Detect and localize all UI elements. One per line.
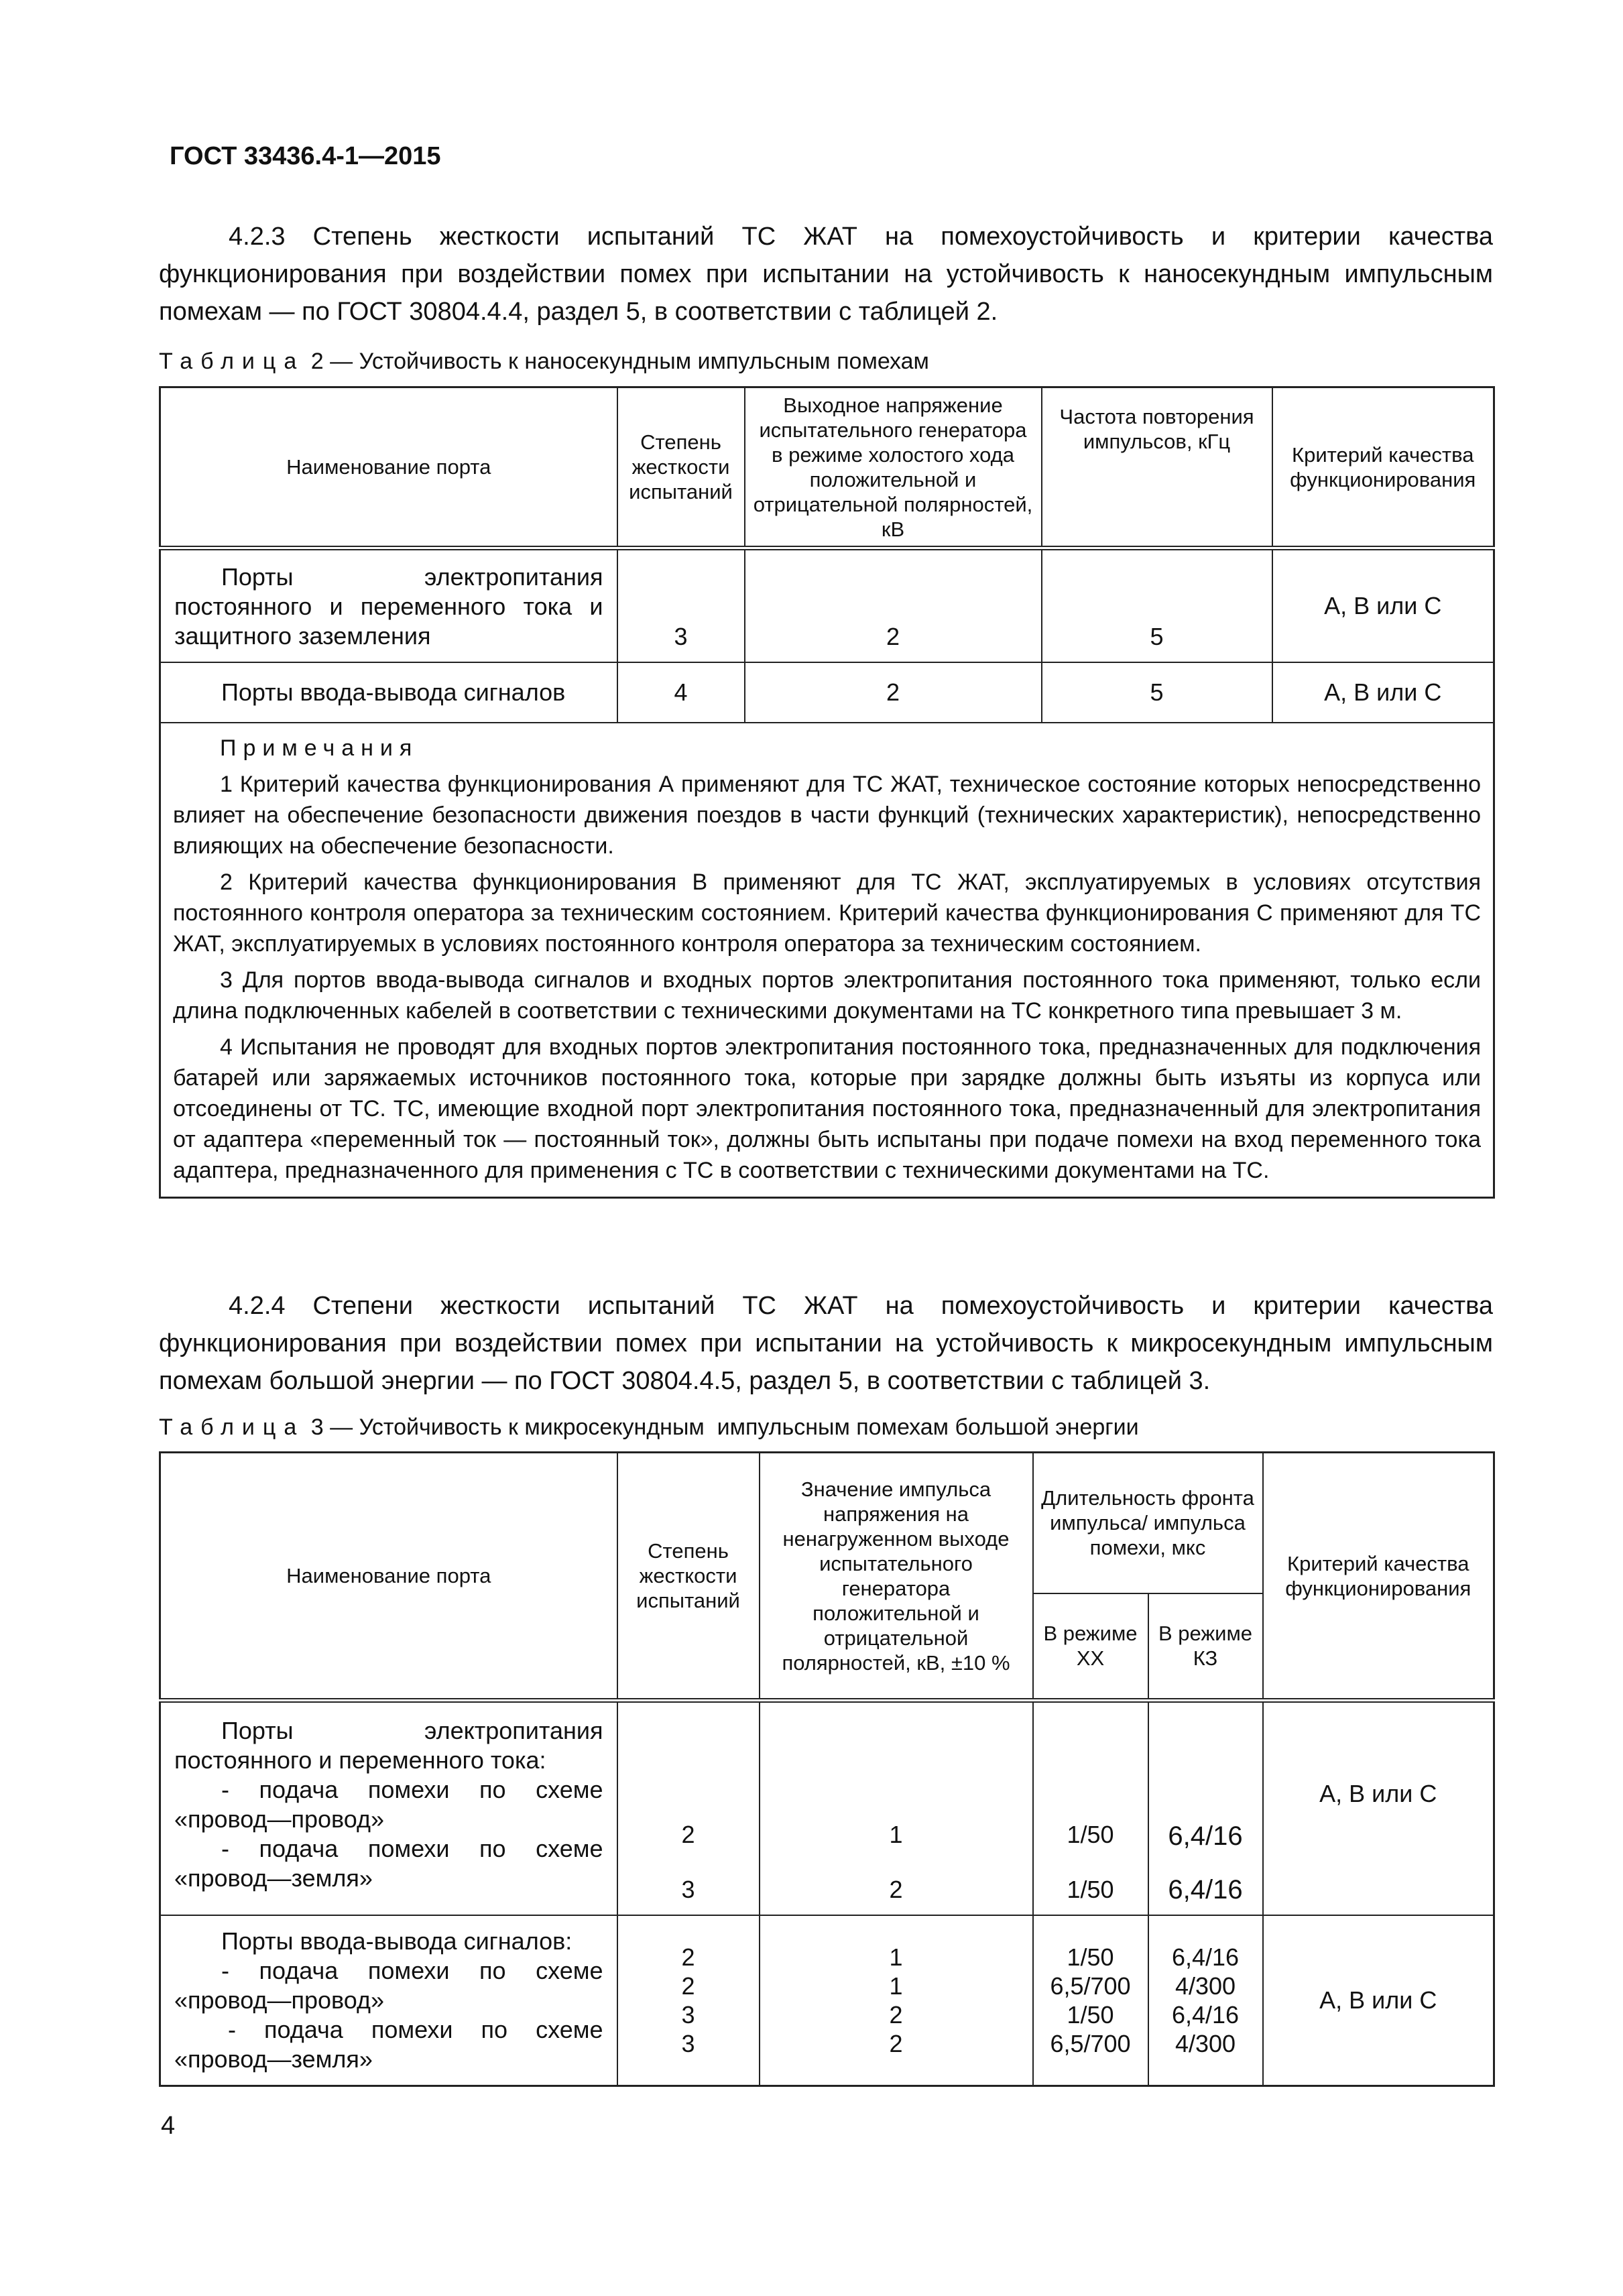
t3-group1-degree [617,1701,760,1915]
table-3-header-row-1 [160,1453,1494,1593]
t3-header-pulse: Значение импульса напряжения на ненагруженном выходе испытательного генератора положительной и отрицательной полярностей, кВ, ±10 % [760,1453,1033,1701]
t3-header-mode-xx: В режиме XX [1033,1593,1148,1701]
note-1: 1 Критерий качества функционирования А применяют для ТС ЖАТ, техническое состояние которых непосредственно влияет на обеспечение безопасности движения поездов в части функций (технических характеристик), непосредственно влияющих на обеспечение безопасности. [173,771,1481,859]
note-2: 2 Критерий качества функционирования В применяют для ТС ЖАТ, эксплуатируемых в условиях отсутствия постоянного контроля оператора за техническим состоянием. Критерий качества функционирования С применяют для ТС ЖАТ, эксплуатируемых в условиях постоянного контроля оператора за техническим состоянием. [173,869,1481,957]
t3-g1-degree-1: 2 [681,1820,695,1848]
t2-row1-port: Порты электропитания постоянного и переменного тока и защитного заземления [160,548,617,662]
t3-g2-kz-1: 6,4/16 [1171,1943,1240,1971]
t3-group1-line-1: Порты электропитания постоянного и переменного тока: [174,1717,603,1774]
t3-g2-xx-3: 1/50 [1067,2000,1114,2029]
table-2-caption-label: Таблица [159,349,305,374]
t3-group2-pulse [760,1915,1033,2086]
t2-header-voltage: Выходное напряжение испытательного генератора в режиме холостого хода положительной и отрицательной полярностей, кВ [745,387,1042,548]
t3-g2-degree-2: 2 [681,1972,695,2000]
paragraph-4-2-3-text: 4.2.3 Степень жесткости испытаний ТС ЖАТ на помехоустойчивость и критерии качества функционирования при воздействии помех при испытании на устойчивость к наносекундным импульсным помехам — по ГОСТ 30804.4.4, раздел 5, в соответствии с таблицей 2. [159,223,1493,326]
table-2-caption [159,349,929,375]
t3-g2-pulse-1: 1 [889,1943,903,1971]
notes-title: Примечания [220,735,419,761]
t3-group2-port [160,1915,617,2086]
table-3-caption [159,1414,1139,1441]
t3-g2-degree-3: 3 [681,2000,695,2029]
table-row [160,1701,1494,1915]
t2-row1-voltage: 2 [745,548,1042,662]
table-3-caption-label: Таблица [159,1414,305,1440]
t3-g2-pulse-3: 2 [889,2000,903,2029]
t3-group1-xx [1033,1701,1148,1915]
t3-g1-kz-1: 6,4/16 [1168,1821,1243,1851]
t3-g1-pulse-2: 2 [889,1875,903,1903]
t3-group1-pulse [760,1701,1033,1915]
t2-row2-port: Порты ввода-вывода сигналов [160,662,617,723]
t2-row2-criterion: А, В или С [1272,662,1494,723]
t3-group1-criterion: А, В или С [1263,1701,1494,1915]
t3-g2-kz-4: 4/300 [1175,2029,1236,2057]
table-2-header-row [160,387,1494,548]
t3-header-degree: Степень жесткости испытаний [617,1453,760,1701]
t3-g1-degree-2: 3 [681,1875,695,1903]
t3-header-criterion: Критерий качества функционирования [1263,1453,1494,1701]
t3-header-duration: Длительность фронта импульса/ импульса помехи, мкс [1033,1453,1263,1593]
t2-row2-degree: 4 [617,662,745,723]
paragraph-4-2-4 [159,1287,1493,1400]
t2-header-degree: Степень жесткости испытаний [617,387,745,548]
t3-group2-kz [1148,1915,1263,2086]
t2-header-criterion: Критерий качества функционирования [1272,387,1494,548]
t3-group2-criterion: А, В или С [1263,1915,1494,2086]
paragraph-4-2-3 [159,218,1493,330]
t2-header-frequency: Частота повторения импульсов, кГц [1042,387,1272,548]
t2-row2-frequency: 5 [1042,662,1272,723]
note-3: 3 Для портов ввода-вывода сигналов и входных портов электропитания постоянного тока применяют, только если длина подключенных кабелей в соответствии с техническими документами на ТС конкретного типа превышает 3 м. [173,967,1481,1024]
document-code-header: ГОСТ 33436.4-1—2015 [170,142,441,170]
t3-g1-kz-2: 6,4/16 [1168,1874,1243,1905]
table-2-notes [160,723,1494,1198]
t2-header-port: Наименование порта [160,387,617,548]
t3-g2-kz-2: 4/300 [1175,1972,1236,2000]
t3-group2-line-1: Порты ввода-вывода сигналов: [221,1927,573,1955]
t3-group1-line-3: - подача помехи по схеме «провод—земля» [174,1835,603,1892]
t3-g2-degree-4: 3 [681,2029,695,2057]
t3-header-mode-kz: В режиме КЗ [1148,1593,1263,1701]
table-2-notes-row [160,723,1494,1198]
t3-g2-xx-1: 1/50 [1067,1943,1114,1971]
t3-g2-pulse-2: 1 [889,1972,903,2000]
t3-g2-pulse-4: 2 [889,2029,903,2057]
t3-g1-xx-2: 1/50 [1067,1875,1114,1903]
table-3-caption-title: 3 — Устойчивость к микросекундным импульсным помехам большой энергии [304,1414,1139,1440]
paragraph-4-2-4-text: 4.2.4 Степени жесткости испытаний ТС ЖАТ на помехоустойчивость и критерии качества функционирования при воздействии помех при испытании на устойчивость к микросекундным импульсным помехам большой энергии — по ГОСТ 30804.4.5, раздел 5, в соответствии с таблицей 3. [159,1292,1493,1395]
table-2 [159,386,1495,1199]
table-3 [159,1451,1495,2087]
t3-group2-xx [1033,1915,1148,2086]
t3-group1-port [160,1701,617,1915]
t3-group2-line-2: - подача помехи по схеме «провод—провод» [174,1956,603,2014]
page-number: 4 [161,2112,176,2140]
t3-group2-degree [617,1915,760,2086]
table-row [160,1915,1494,2086]
t3-g2-xx-4: 6,5/700 [1050,2029,1131,2057]
t2-row1-degree: 3 [617,548,745,662]
t2-row1-criterion: А, В или С [1272,548,1494,662]
table-2-caption-title: 2 — Устойчивость к наносекундным импульсным помехам [304,349,929,374]
t3-g2-degree-1: 2 [681,1943,695,1971]
t3-group1-line-2: - подача помехи по схеме «провод—провод» [174,1776,603,1833]
t3-header-port: Наименование порта [160,1453,617,1701]
note-4: 4 Испытания не проводят для входных портов электропитания постоянного тока, предназначенных для подключения батарей или заряжаемых источников постоянного тока, которые при зарядке должны быть изъяты из корпуса или отсоединены от ТС. ТС, имеющие входной порт электропитания постоянного тока, предназначенный для электропитания от адаптера «переменный ток — постоянный ток», должны быть испытаны при подаче помехи на вход переменного тока адаптера, предназначенного для применения с ТС в соответствии с техническими документами на ТС. [173,1034,1481,1183]
table-row [160,662,1494,723]
t3-g1-xx-1: 1/50 [1067,1820,1114,1848]
t3-g1-pulse-1: 1 [889,1820,903,1848]
t3-group2-line-3: - подача помехи по схеме «провод—земля» [174,2015,603,2073]
t3-group1-kz [1148,1701,1263,1915]
t2-row2-voltage: 2 [745,662,1042,723]
table-row [160,548,1494,662]
t3-g2-kz-3: 6,4/16 [1171,2000,1240,2029]
t3-g2-xx-2: 6,5/700 [1050,1972,1131,2000]
t2-row1-frequency: 5 [1042,548,1272,662]
